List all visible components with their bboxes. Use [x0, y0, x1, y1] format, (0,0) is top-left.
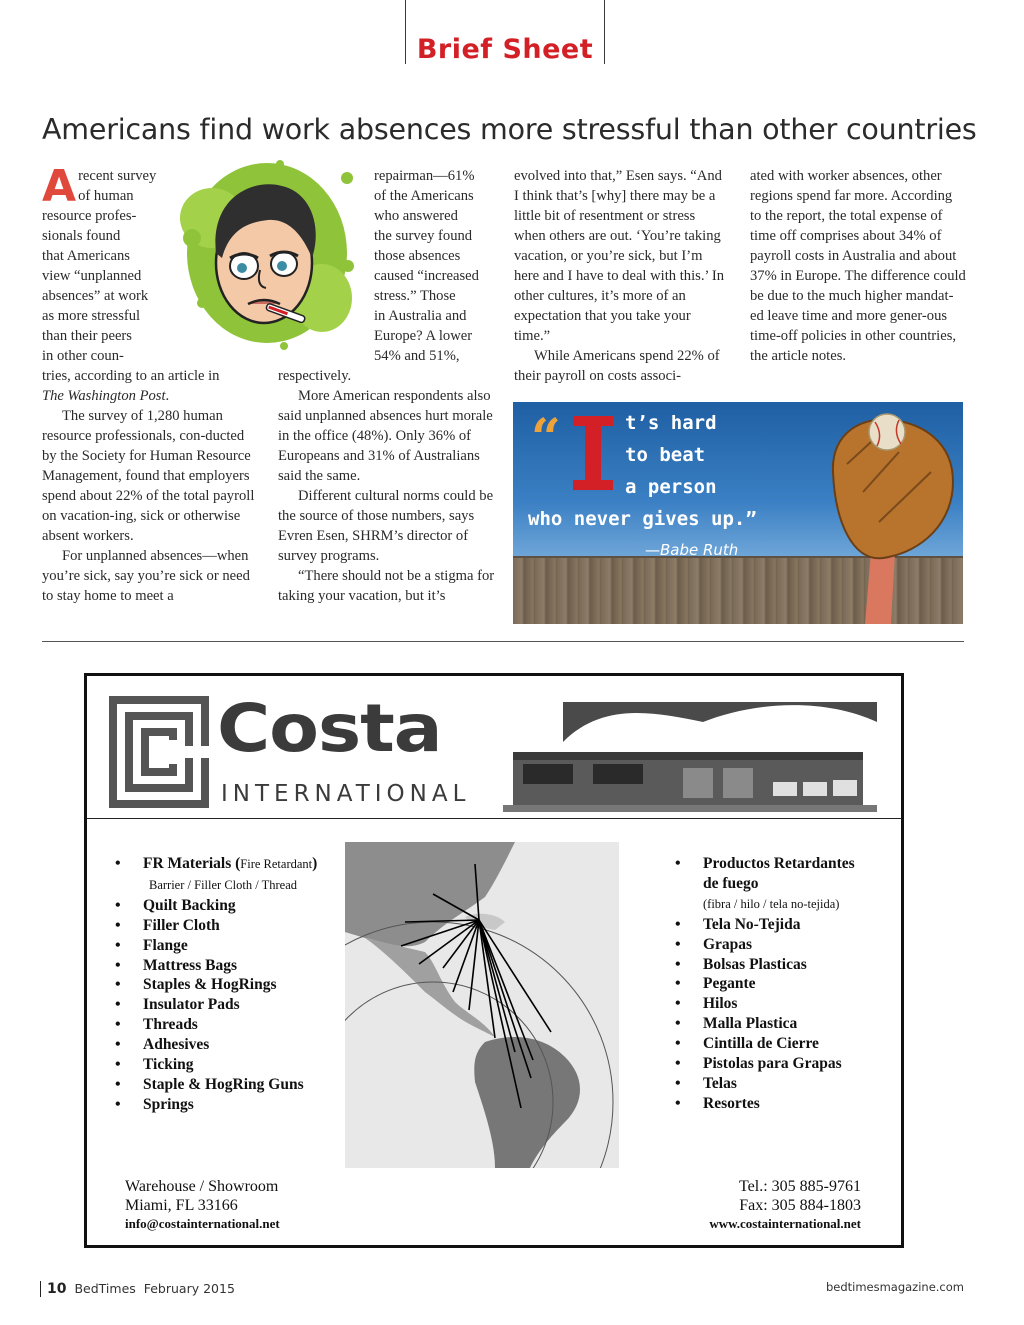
page-number: 10: [40, 1281, 66, 1297]
product-item-continuation: de fuego: [703, 874, 759, 892]
phone-block: [647, 1178, 861, 1234]
product-note: Fire Retardant: [240, 857, 313, 871]
fax: Fax: 305 884-1803: [739, 1196, 861, 1214]
product-item: • Flange: [111, 936, 317, 956]
article-column-4: [750, 166, 966, 366]
ad-header: [87, 676, 901, 819]
col1-line: sionals found: [42, 228, 121, 244]
costa-logo-icon: [109, 696, 209, 808]
product-item: • Staple & HogRing Guns: [111, 1075, 317, 1095]
baseball-glove-image: [813, 402, 963, 624]
quote-line-2: to beat: [625, 444, 706, 466]
telephone: Tel.: 305 885-9761: [739, 1178, 861, 1195]
col2-paragraph-2: More American respondents also said unplanned absences hurt morale in the office (48%). Only 36% of Europeans and 31% of Australians said the same.: [278, 388, 493, 484]
product-list-english: [111, 854, 317, 1115]
quote-mark: “: [531, 408, 561, 469]
product-item: • Tela No-Tejida: [671, 915, 855, 935]
product-item: • Hilos: [671, 994, 855, 1014]
email-link[interactable]: info@costainternational.net: [125, 1216, 280, 1231]
col1-line: in other coun-: [42, 348, 124, 364]
address-block: [125, 1178, 280, 1234]
col1-line: of human: [78, 188, 134, 204]
product-item: • Pegante: [671, 974, 855, 994]
dropcap: A: [42, 161, 77, 212]
section-title: Brief Sheet: [416, 34, 594, 65]
product-item: • Threads: [111, 1015, 317, 1035]
col1-line: than their peers: [42, 328, 132, 344]
product-paren: ): [312, 855, 318, 872]
product-item: • Pistolas para Grapas: [671, 1054, 855, 1074]
product-item: • Filler Cloth: [111, 916, 317, 936]
period: .: [165, 388, 170, 404]
product-item: • Springs: [111, 1095, 317, 1115]
brand-subtitle: INTERNATIONAL: [221, 781, 471, 807]
footer-website[interactable]: bedtimesmagazine.com: [825, 1280, 964, 1294]
product-item: • Grapas: [671, 935, 855, 955]
footer-folio: [40, 1281, 235, 1297]
col2-line: repairman—61%: [374, 168, 475, 184]
big-letter-i: [573, 416, 613, 490]
quote-attribution: —Babe Ruth: [645, 541, 739, 559]
website-link[interactable]: www.costainternational.net: [709, 1216, 861, 1231]
product-item: • Adhesives: [111, 1035, 317, 1055]
quote-box: [513, 402, 963, 624]
col2-paragraph-3: Different cultural norms could be the source of those numbers, says Evren Esen, SHRM’s director of survey programs.: [278, 488, 494, 564]
product-item: • Telas: [671, 1074, 855, 1094]
col1-paragraph-2: The survey of 1,280 human resource professionals, con-ducted by the Society for Human Resource Management, found that employers spend about 22% of the total payroll on vacation-ing, sick or otherwise absent workers.: [42, 408, 255, 544]
product-subnote-text: Barrier / Filler Cloth / Thread: [149, 877, 297, 892]
product-item: • Staples & HogRings: [111, 975, 317, 995]
publication-name: BedTimes: [74, 1281, 136, 1296]
col2-line: the survey found: [374, 228, 473, 244]
col1-paragraph-3: For unplanned absences—when you’re sick, say you’re sick or need to stay home to meet a: [42, 548, 250, 604]
col3-paragraph-1: evolved into that,” Esen says. “And I think that’s [why] there may be a little bit of resentment or stress when others are out. ‘You’re taking vacation, or you’re sick, but I’m here and I have to deal with this.’ In other cultures, it’s more of an expectation that you take your time.”: [514, 168, 725, 344]
product-label: FR Materials (: [143, 855, 241, 872]
col2-paragraph-4: “There should not be a stigma for taking your vacation, but it’s: [278, 568, 495, 604]
col2-wrapped-block: [278, 166, 496, 366]
col1-line: absences” at work: [42, 288, 149, 304]
product-subnote: [111, 875, 317, 896]
col2-tail: respectively.: [278, 368, 352, 384]
product-item: • Quilt Backing: [111, 896, 317, 916]
col2-line: stress.” Those: [374, 288, 456, 304]
warehouse-photo: [503, 702, 877, 812]
article-headline: Americans find work absences more stressful than other countries: [42, 113, 977, 146]
product-item: • Malla Plastica: [671, 1014, 855, 1034]
product-list-spanish: [671, 854, 855, 1114]
product-item: • Productos Retardantes: [671, 854, 855, 874]
product-item: [111, 854, 317, 875]
col4-paragraph-1: ated with worker absences, other regions spend far more. According to the report, the total expense of time off comprises about 34% of payroll costs in Australia and about 37% in Europe. The difference could be due to the much higher mandat-ed leave time and more gener-ous time-off policies in other countries, the article notes.: [750, 168, 966, 364]
quote-line-3: a person: [625, 476, 717, 498]
col2-line: in Australia and: [374, 308, 467, 324]
col3-paragraph-2: While Americans spend 22% of their payroll on costs associ-: [514, 348, 720, 384]
col1-line: resource profes-: [42, 208, 137, 224]
product-subnote: [671, 894, 855, 915]
product-subnote-text: (fibra / hilo / tela no-tejida): [703, 896, 840, 911]
col1-line: as more stressful: [42, 308, 141, 324]
product-item: • Ticking: [111, 1055, 317, 1075]
product-item: • Insulator Pads: [111, 995, 317, 1015]
col2-line: caused “increased: [374, 268, 479, 284]
quote-line-1: t’s hard: [625, 412, 717, 434]
quote-line-4: who never gives up.”: [528, 508, 757, 530]
publication-name: The Washington Post: [42, 388, 166, 404]
issue-date: February 2015: [143, 1281, 235, 1296]
article-column-1: [42, 161, 260, 606]
brand-name: Costa: [217, 690, 442, 767]
col2-line: 54% and 51%,: [374, 348, 460, 364]
col2-line: of the Americans: [374, 188, 474, 204]
warehouse-label: Warehouse / Showroom: [125, 1178, 279, 1195]
product-item: • Mattress Bags: [111, 956, 317, 976]
product-item: • Bolsas Plasticas: [671, 955, 855, 975]
article-column-2: [278, 166, 496, 606]
article-column-3: [514, 166, 730, 386]
col1-line: view “unplanned: [42, 268, 142, 284]
col1-line: that Americans: [42, 248, 130, 264]
col2-line: those absences: [374, 248, 461, 264]
col1-line: [42, 366, 260, 386]
section-divider: [42, 641, 964, 642]
americas-map: [345, 842, 619, 1168]
product-item: • Resortes: [671, 1094, 855, 1114]
col2-line: who answered: [374, 208, 458, 224]
col1-line: [42, 386, 260, 406]
city: Miami, FL 33166: [125, 1196, 238, 1214]
col1-line: recent survey: [78, 168, 157, 184]
section-header: [405, 0, 605, 64]
costa-advertisement: [84, 673, 904, 1248]
product-item: • Cintilla de Cierre: [671, 1034, 855, 1054]
col1-tail: tries, according to an article in: [42, 368, 220, 384]
col2-line: Europe? A lower: [374, 328, 473, 344]
